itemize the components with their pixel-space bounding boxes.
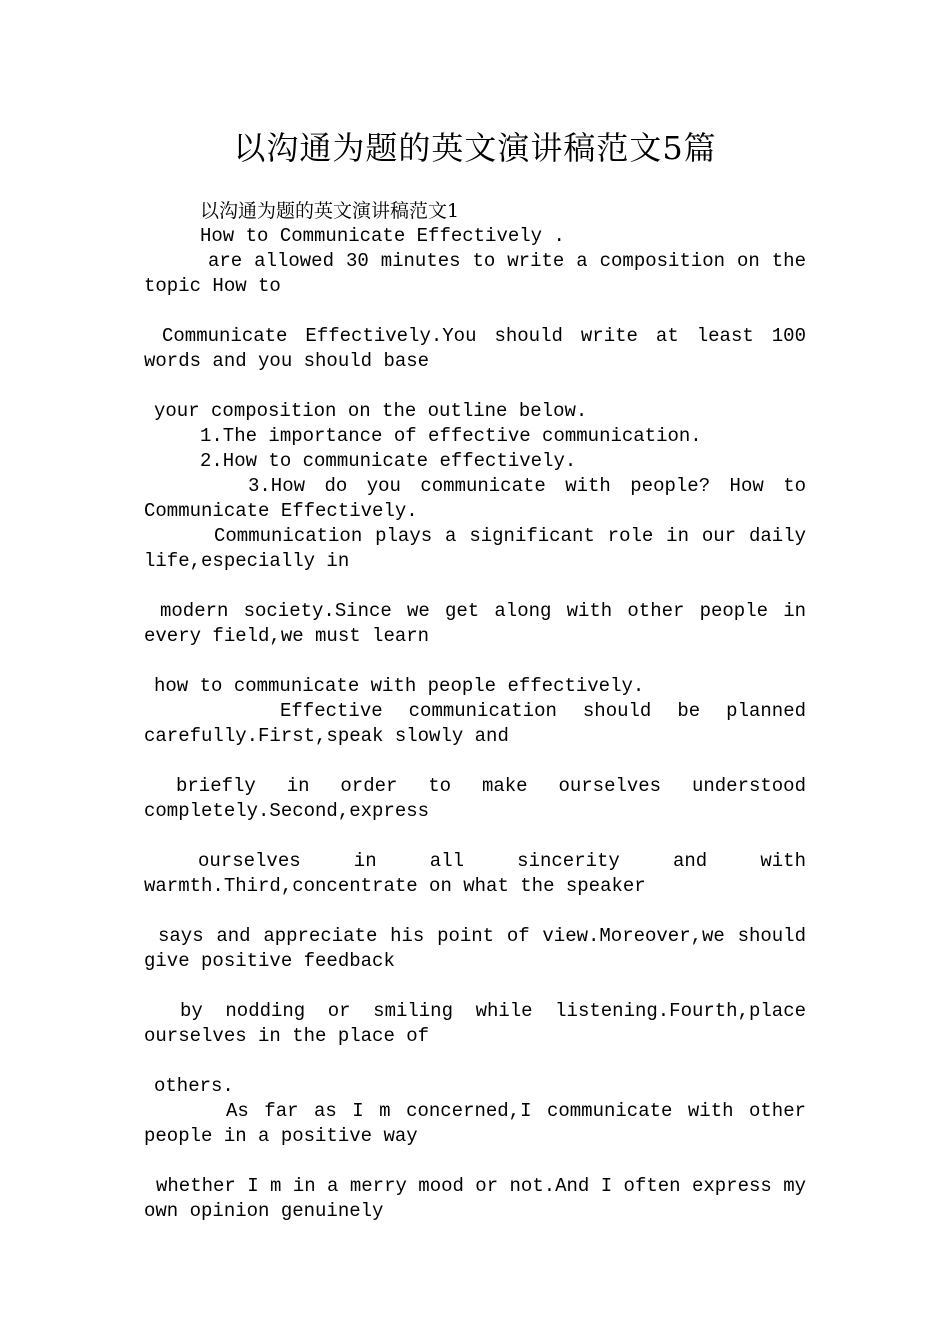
paragraph-line: 1.The importance of effective communication. <box>200 425 702 447</box>
paragraph-line: topic How to <box>144 275 281 297</box>
paragraph-line: Effective communication should be planned <box>280 700 806 722</box>
paragraph-line: life,especially in <box>144 550 350 572</box>
blank-line <box>144 299 806 324</box>
paragraph-line: your composition on the outline below. <box>154 400 588 422</box>
paragraph-line: carefully.First,speak slowly and <box>144 725 509 747</box>
paragraph-line: warmth.Third,concentrate on what the speaker <box>144 875 646 897</box>
document-body <box>144 199 806 1224</box>
section-heading: 以沟通为题的英文演讲稿范文1 <box>200 200 460 222</box>
paragraph-line: others. <box>154 1075 234 1097</box>
paragraph-line: 3.How do you communicate with people? How to <box>248 475 806 497</box>
paragraph-line: How to Communicate Effectively . <box>200 225 565 247</box>
blank-line <box>144 374 806 399</box>
blank-line <box>144 749 806 774</box>
paragraph-line: completely.Second,express <box>144 800 430 822</box>
paragraph-line: Communicate Effectively. <box>144 500 418 522</box>
paragraph-line: people in a positive way <box>144 1125 418 1147</box>
paragraph-line: words and you should base <box>144 350 430 372</box>
paragraph-line: by nodding or smiling while listening.Fourth,place <box>180 1000 806 1022</box>
blank-line <box>144 974 806 999</box>
blank-line <box>144 824 806 849</box>
paragraph-line: Communication plays a significant role in our daily <box>214 525 806 547</box>
paragraph-line: ourselves in the place of <box>144 1025 430 1047</box>
paragraph-line: are allowed 30 minutes to write a composition on the <box>208 250 806 272</box>
paragraph-line: give positive feedback <box>144 950 395 972</box>
paragraph-line: Communicate Effectively.You should write at least 100 <box>162 325 806 347</box>
blank-line <box>144 1149 806 1174</box>
paragraph-line: briefly in order to make ourselves understood <box>176 775 806 797</box>
paragraph-line: As far as I m concerned,I communicate with other <box>226 1100 806 1122</box>
blank-line <box>144 649 806 674</box>
paragraph-line: ourselves in all sincerity and with <box>198 850 806 872</box>
paragraph-line: whether I m in a merry mood or not.And I often express my <box>156 1175 806 1197</box>
document-title: 以沟通为题的英文演讲稿范文5篇 <box>233 129 717 167</box>
paragraph-line: how to communicate with people effectively. <box>154 675 645 697</box>
paragraph-line: 2.How to communicate effectively. <box>200 450 577 472</box>
paragraph-line: own opinion genuinely <box>144 1200 384 1222</box>
paragraph-line: says and appreciate his point of view.Moreover,we should <box>158 925 806 947</box>
blank-line <box>144 899 806 924</box>
paragraph-line: modern society.Since we get along with other people in <box>160 600 806 622</box>
blank-line <box>144 574 806 599</box>
blank-line <box>144 1049 806 1074</box>
paragraph-line: every field,we must learn <box>144 625 430 647</box>
